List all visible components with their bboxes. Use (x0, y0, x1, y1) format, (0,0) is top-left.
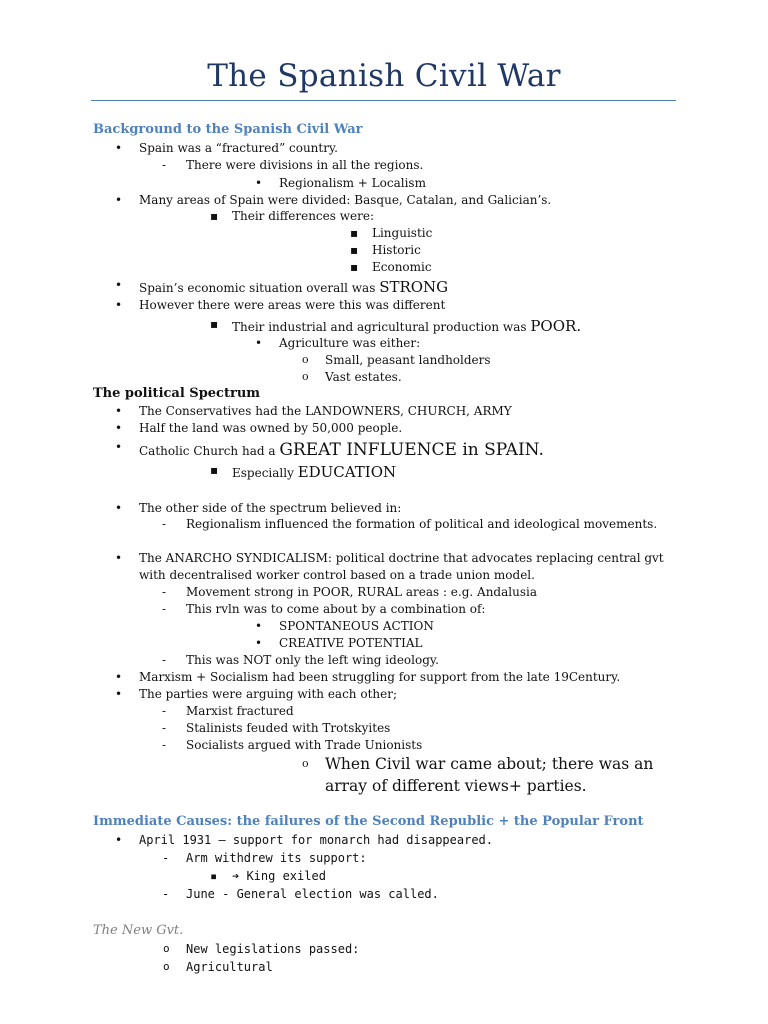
list-item: • The Conservatives had the LANDOWNERS, CHURCH, ARMY (139, 404, 512, 418)
list-item: • Half the land was owned by 50,000 people. (139, 421, 402, 435)
list-item: • The ANARCHO SYNDICALISM: political doctrine that advocates replacing central gvt (139, 551, 664, 565)
list-item: • Many areas of Spain were divided: Basque, Catalan, and Galician’s. (139, 193, 551, 207)
list-item-continuation: with decentralised worker control based on a trade union model. (139, 568, 535, 582)
list-item: ▪ Their differences were: (232, 209, 374, 223)
heading-immediate-causes: Immediate Causes: the failures of the Second Republic + the Popular Front (93, 814, 644, 829)
list-item: ▪ Linguistic (372, 226, 432, 240)
list-item: - There were divisions in all the regions. (186, 158, 423, 172)
list-item: - Movement strong in POOR, RURAL areas : e.g. Andalusia (186, 585, 537, 599)
callout-note: o When Civil war came about; there was an array of different views+ parties. (325, 753, 655, 797)
title-underline (91, 100, 676, 101)
heading-background: Background to the Spanish Civil War (93, 122, 363, 137)
list-item: - Arm withdrew its support: (186, 851, 367, 865)
list-item: • Regionalism + Localism (279, 176, 426, 190)
list-item: ▪ ➔ King exiled (232, 869, 326, 883)
list-item: • The parties were arguing with each other; (139, 687, 397, 701)
list-item: • SPONTANEOUS ACTION (279, 619, 434, 633)
document-title: The Spanish Civil War (207, 58, 561, 94)
list-item: • The other side of the spectrum believed in: (139, 501, 401, 515)
list-item: • Catholic Church had a GREAT INFLUENCE in SPAIN. (139, 440, 544, 460)
list-item: • Spain was a “fractured” country. (139, 141, 338, 155)
list-item: o Small, peasant landholders (325, 353, 491, 367)
list-item: - June - General election was called. (186, 887, 439, 901)
list-item: • However there were areas were this was different (139, 298, 445, 312)
list-item: ▪ Economic (372, 260, 432, 274)
heading-political-spectrum: The political Spectrum (93, 386, 261, 401)
list-item: ▪ Historic (372, 243, 421, 257)
list-item: o New legislations passed: (186, 942, 359, 956)
list-item: - Socialists argued with Trade Unionists (186, 738, 422, 752)
list-item: • Spain’s economic situation overall was STRONG (139, 278, 448, 296)
list-item: • CREATIVE POTENTIAL (279, 636, 423, 650)
list-item: - Stalinists feuded with Trotskyites (186, 721, 390, 735)
heading-new-gvt: The New Gvt. (93, 923, 184, 938)
list-item: - Marxist fractured (186, 704, 294, 718)
list-item: - Regionalism influenced the formation of political and ideological movements. (186, 517, 657, 531)
list-item: - This was NOT only the left wing ideology. (186, 653, 439, 667)
list-item: ▪ Their industrial and agricultural production was POOR. (232, 317, 581, 335)
list-item: - This rvln was to come about by a combination of: (186, 602, 485, 616)
list-item: • April 1931 – support for monarch had disappeared. (139, 833, 493, 847)
list-item: o Agricultural (186, 960, 273, 974)
list-item: • Agriculture was either: (279, 336, 420, 350)
list-item: • Marxism + Socialism had been struggling for support from the late 19Century. (139, 670, 620, 684)
list-item: o Vast estates. (325, 370, 402, 384)
list-item: ▪ Especially EDUCATION (232, 463, 396, 481)
